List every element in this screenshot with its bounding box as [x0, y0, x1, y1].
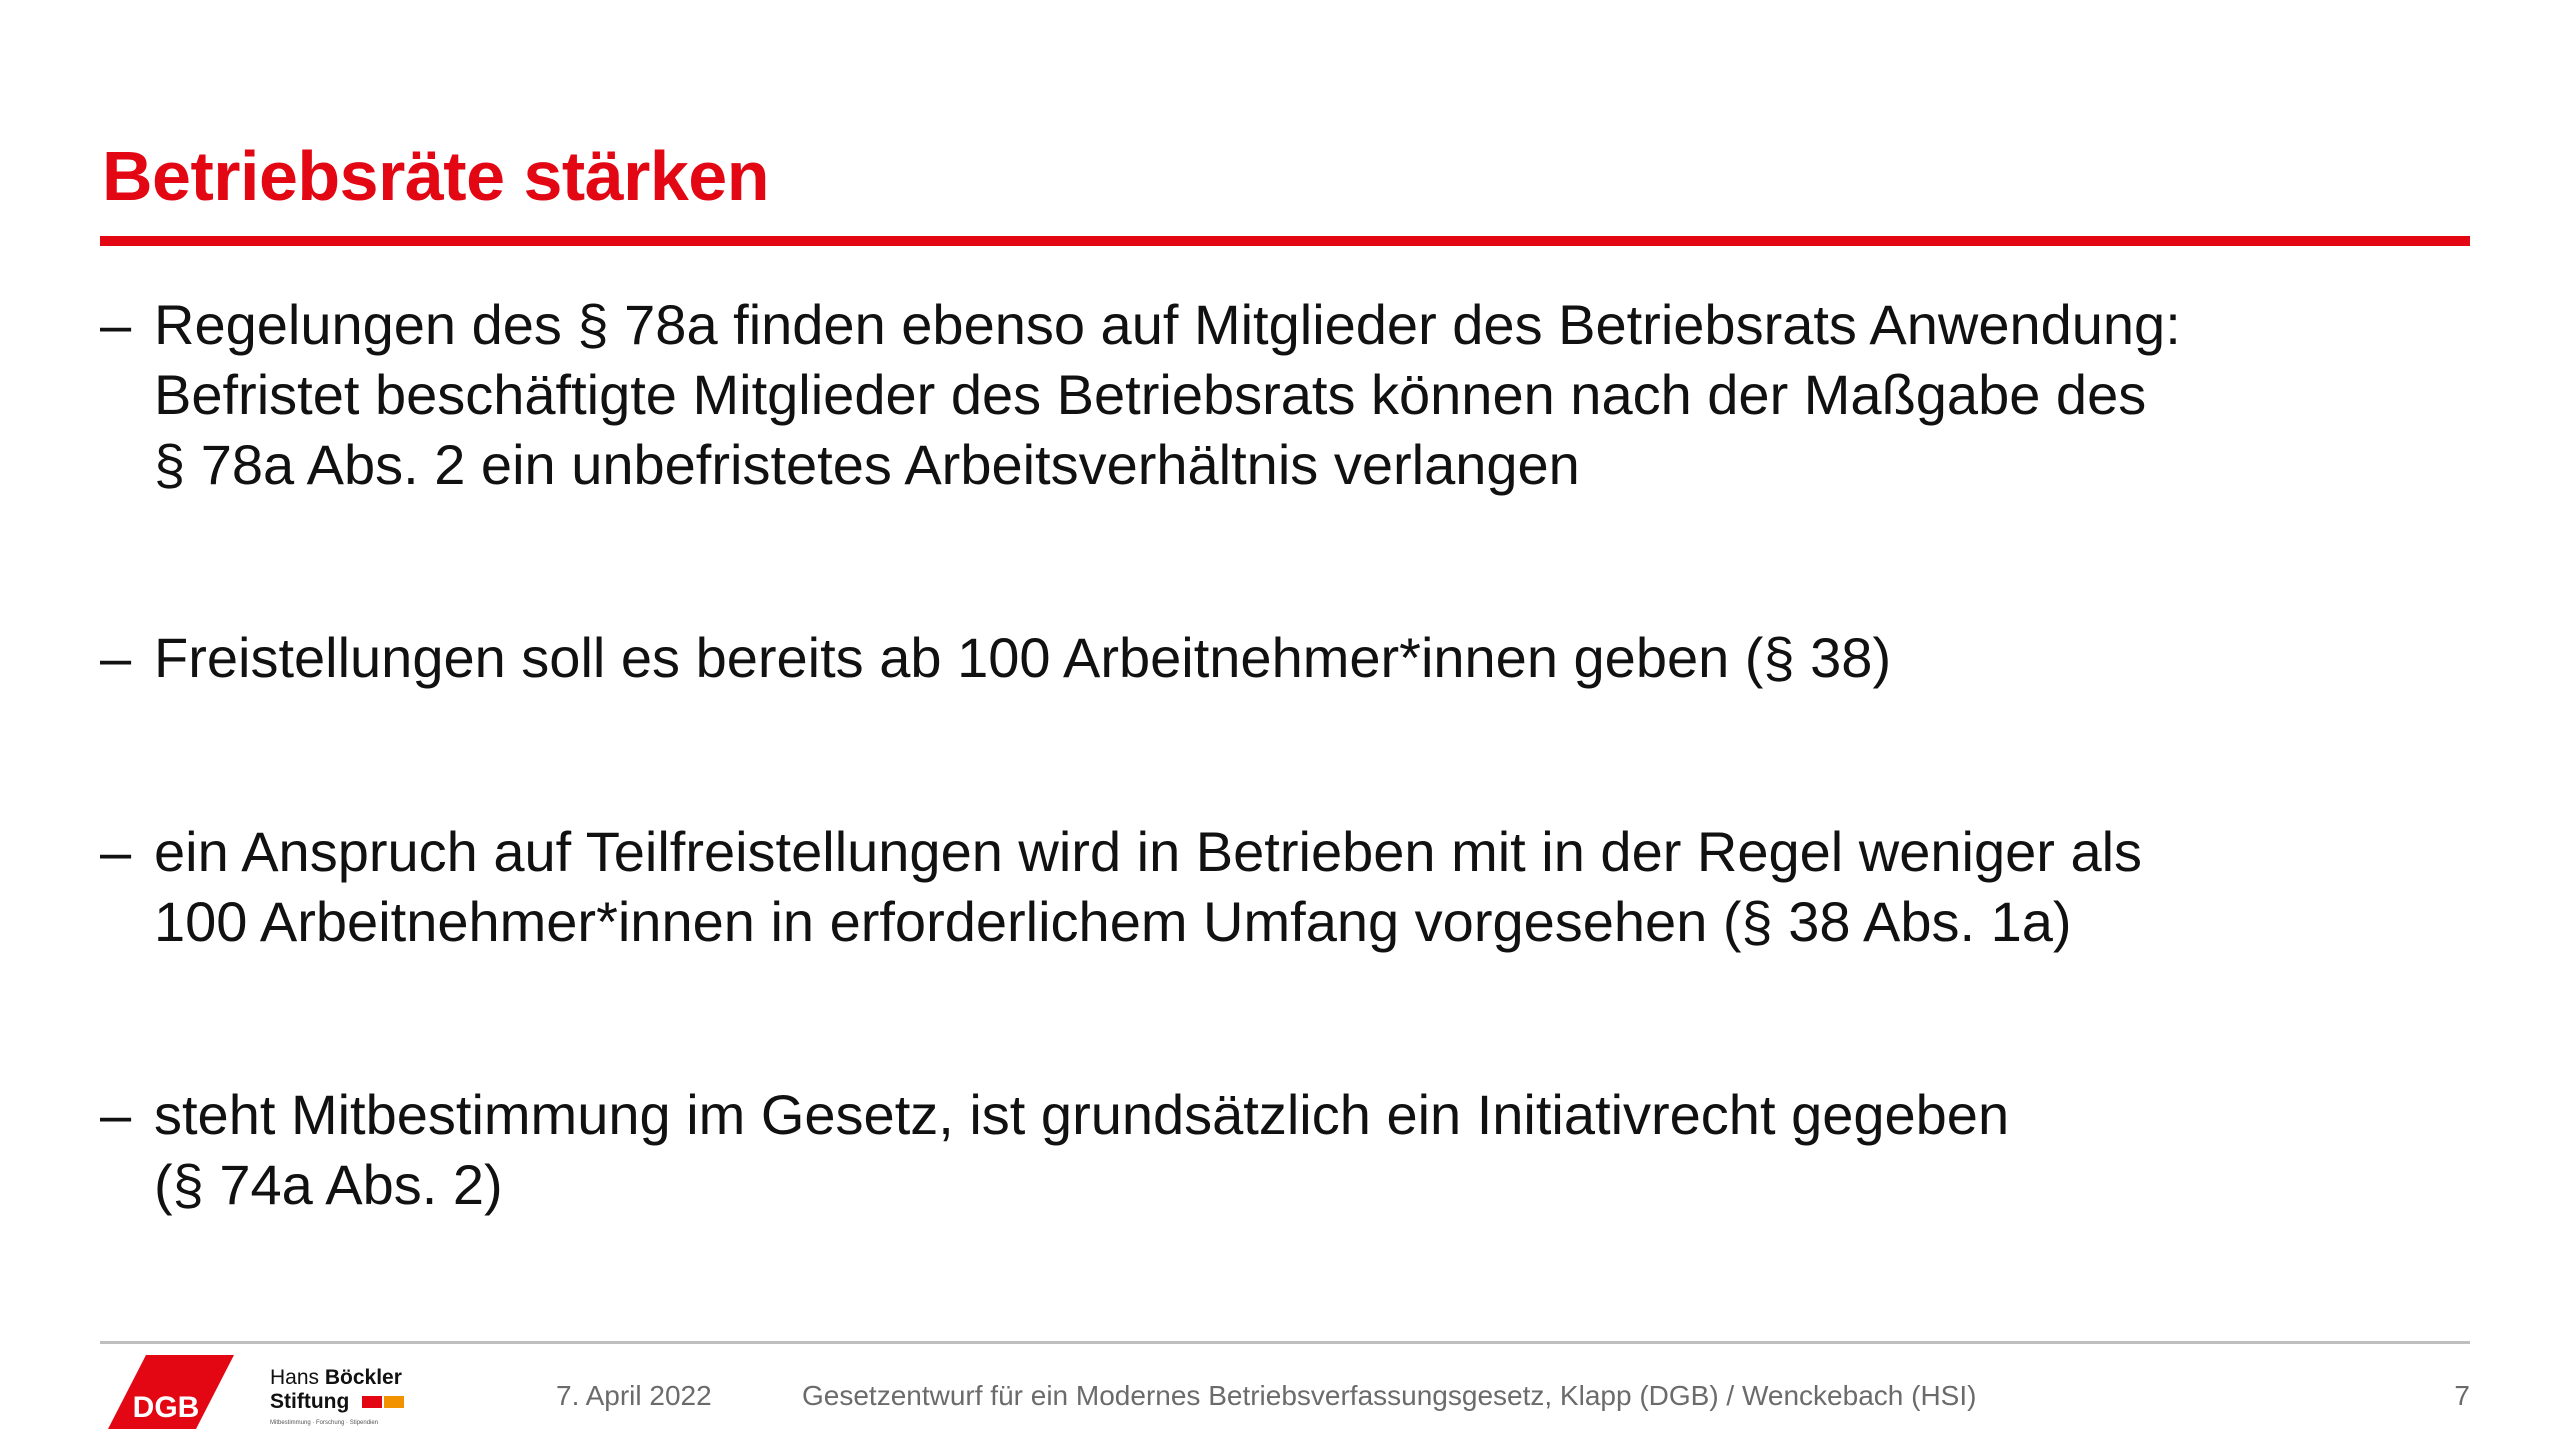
bullet-item — [100, 817, 2142, 957]
bullet-line: (§ 74a Abs. 2) — [154, 1153, 503, 1216]
dgb-logo — [108, 1355, 234, 1429]
bullet-marker: – — [100, 820, 132, 883]
hbs-logo-stiftung: Stiftung — [270, 1390, 350, 1413]
bullet-marker: – — [100, 1083, 132, 1146]
bullet-line: 100 Arbeitnehmer*innen in erforderlichem Umfang vorgesehen (§ 38 Abs. 1a) — [154, 890, 2072, 953]
bullet-line: § 78a Abs. 2 ein unbefristetes Arbeitsverhältnis verlangen — [154, 433, 1580, 496]
bullet-line: Regelungen des § 78a finden ebenso auf Mitglieder des Betriebsrats Anwendung: — [154, 293, 2181, 356]
hans-boeckler-stiftung-logo — [270, 1366, 420, 1432]
bullet-item — [100, 290, 2181, 500]
hbs-logo-orange-bar — [384, 1396, 404, 1408]
bullet-item — [100, 623, 1891, 693]
bullet-marker: – — [100, 293, 132, 356]
footer-divider — [100, 1341, 2470, 1344]
bullet-item — [100, 1080, 2009, 1220]
bullet-line: Freistellungen soll es bereits ab 100 Arbeitnehmer*innen geben (§ 38) — [154, 626, 1892, 689]
bullet-line: steht Mitbestimmung im Gesetz, ist grundsätzlich ein Initiativrecht gegeben — [154, 1083, 2010, 1146]
bullet-marker: – — [100, 626, 132, 689]
footer-date: 7. April 2022 — [556, 1380, 712, 1411]
bullet-line: ein Anspruch auf Teilfreistellungen wird in Betrieben mit in der Regel weniger als — [154, 820, 2143, 883]
bullet-line: Befristet beschäftigte Mitglieder des Betriebsrats können nach der Maßgabe des — [154, 363, 2147, 426]
dgb-logo-text: DGB — [132, 1391, 200, 1424]
title-underline — [100, 236, 2470, 246]
slide-title: Betriebsräte stärken — [102, 137, 769, 215]
hbs-logo-name: Hans — [270, 1366, 325, 1389]
hbs-logo-red-bar — [362, 1396, 382, 1408]
footer-description: Gesetzentwurf für ein Modernes Betriebsverfassungsgesetz, Klapp (DGB) / Wenckebach (HSI) — [802, 1380, 1977, 1411]
page-number: 7 — [2454, 1380, 2470, 1411]
hbs-logo-name-bold: Böckler — [324, 1366, 402, 1389]
hbs-logo-tagline: Mitbestimmung · Forschung · Stipendien — [270, 1420, 379, 1426]
